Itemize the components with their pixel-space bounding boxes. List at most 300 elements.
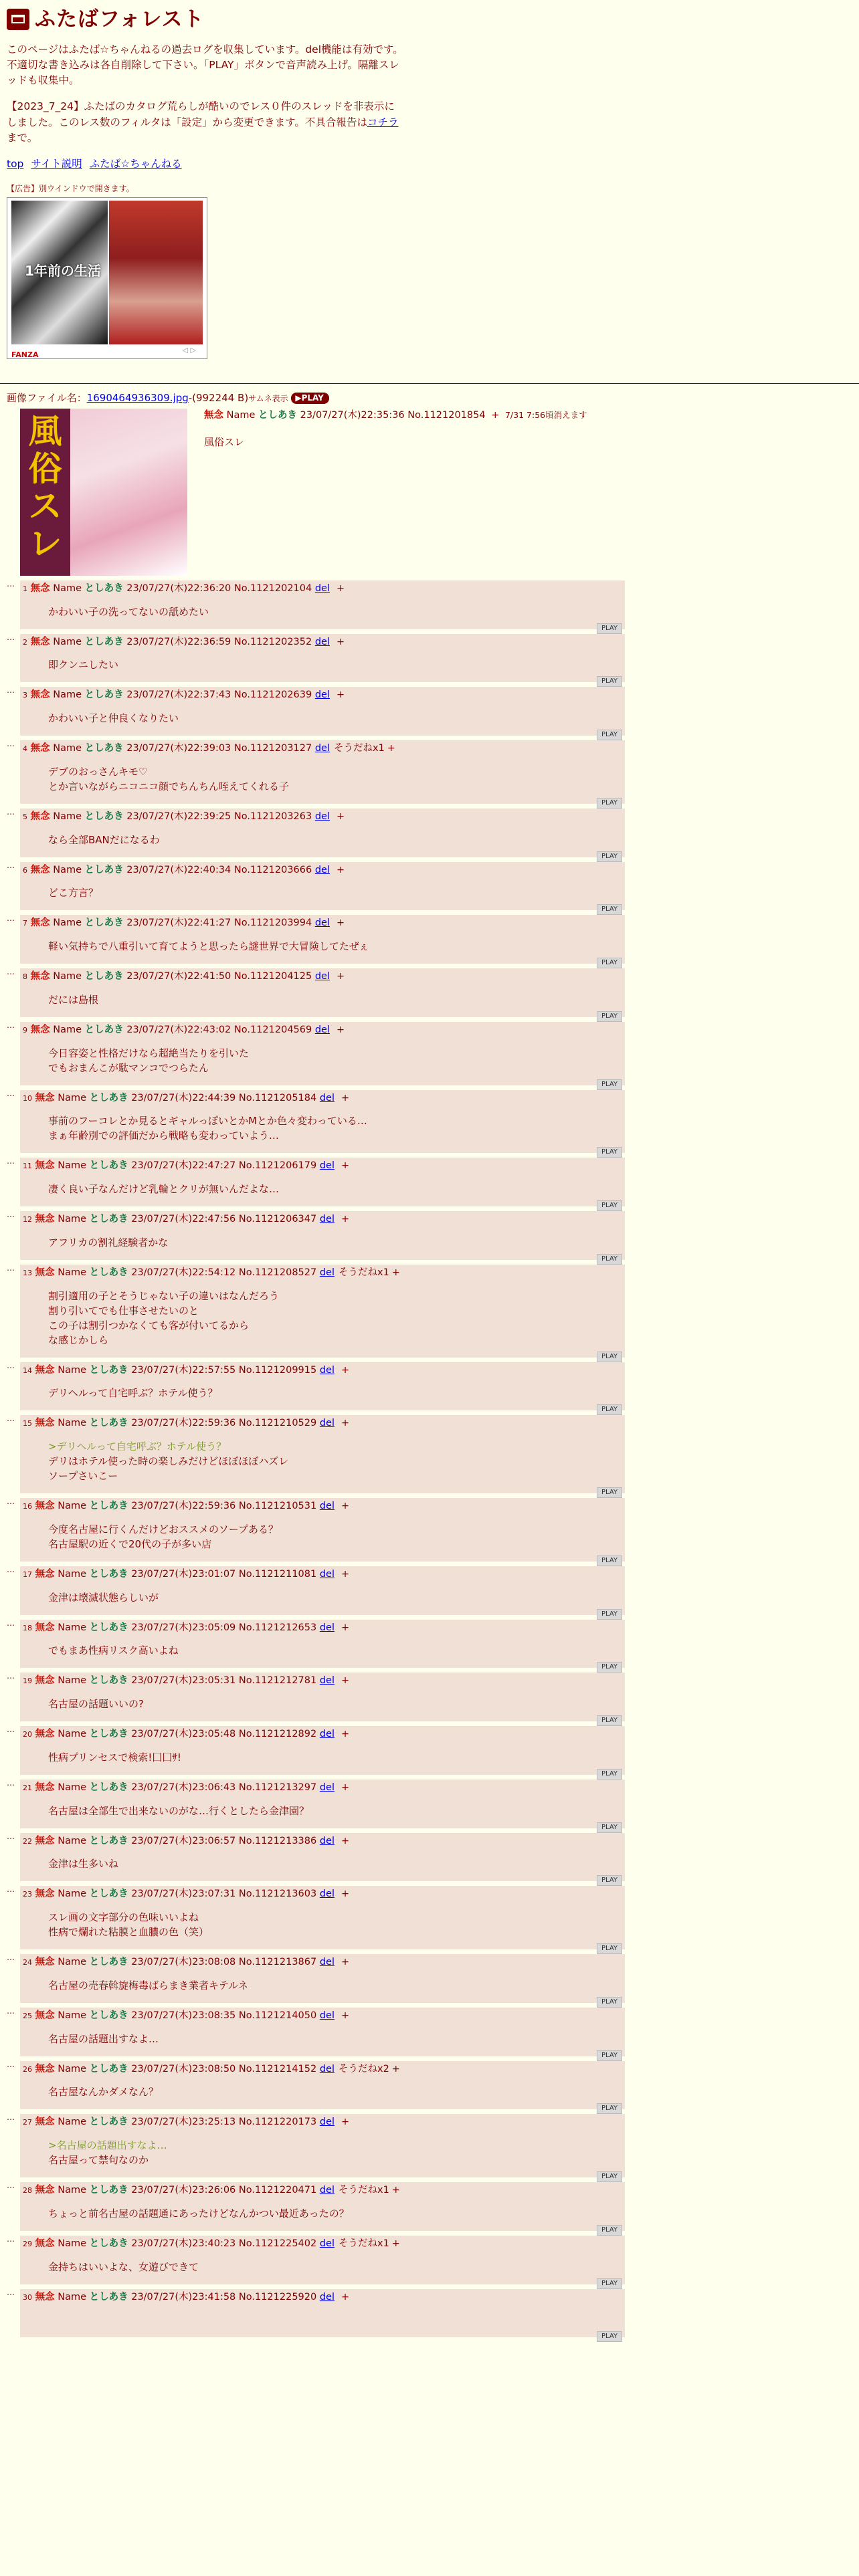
reply-play-row xyxy=(23,1348,622,1358)
reply-index: 11 xyxy=(23,1162,32,1171)
reply-name: としあき xyxy=(89,1160,128,1172)
reply-item xyxy=(7,1090,852,1154)
reply-dots: … xyxy=(7,1156,15,1166)
reply-index: 5 xyxy=(23,812,27,821)
reply-plus-button[interactable]: + xyxy=(341,2010,350,2021)
reply-name: としあき xyxy=(89,1675,128,1687)
reply-name: としあき xyxy=(89,1501,128,1511)
reply-plus-button[interactable]: + xyxy=(336,689,345,701)
reply-dots: … xyxy=(7,967,15,976)
reply-dots: … xyxy=(7,1831,15,1841)
op-thumbnail[interactable] xyxy=(20,409,187,576)
reply-number[interactable]: No.1121213867 xyxy=(238,1957,317,1967)
reply-plus-button[interactable]: + xyxy=(391,1267,400,1278)
del-link[interactable]: del xyxy=(319,1092,335,1103)
reply-number[interactable]: No.1121210529 xyxy=(238,1418,317,1429)
reply-play-button[interactable]: PLAY xyxy=(597,1769,622,1780)
reply-number[interactable]: No.1121205184 xyxy=(238,1092,317,1103)
reply xyxy=(20,580,625,632)
reply-item xyxy=(7,860,852,914)
reply-subject: 無念 xyxy=(35,1782,55,1793)
reply-dots: … xyxy=(7,1725,15,1734)
site-logo-icon[interactable] xyxy=(7,9,29,30)
reply-number[interactable]: No.1121203994 xyxy=(233,918,312,929)
reply-name: としあき xyxy=(89,1418,128,1429)
del-link[interactable]: del xyxy=(319,1782,335,1793)
reply-play-button[interactable]: PLAY xyxy=(597,1555,622,1566)
reply-item xyxy=(7,687,852,736)
reply-body xyxy=(48,1856,622,1871)
reply-header xyxy=(23,742,622,756)
reply-number[interactable]: No.1121202104 xyxy=(233,582,312,594)
reply-play-button[interactable]: PLAY xyxy=(597,1147,622,1158)
reply-plus-button[interactable]: + xyxy=(341,1729,350,1739)
reply-subject: 無念 xyxy=(35,2291,55,2302)
reply-play-button[interactable]: PLAY xyxy=(597,1079,622,1090)
reply-line: 名古屋は全部生で出来ないのがな…行くとしたら金津園？ xyxy=(48,1804,310,1817)
reply-number[interactable]: No.1121214152 xyxy=(238,2063,317,2074)
ad-image-text: 1年前の生活 xyxy=(25,263,101,280)
reply-plus-button[interactable]: + xyxy=(336,918,345,929)
reply-number[interactable]: No.1121211081 xyxy=(238,1568,317,1580)
reply-dots: … xyxy=(7,1953,15,1962)
reply-number[interactable]: No.1121220471 xyxy=(238,2185,317,2195)
reply-number[interactable]: No.1121203127 xyxy=(233,743,312,754)
reply-dots: … xyxy=(7,1497,15,1506)
reply-play-row xyxy=(23,1196,622,1209)
reply-dots: … xyxy=(7,685,15,695)
reply-body xyxy=(48,1804,622,1818)
nav-about-link[interactable]: サイト説明 xyxy=(31,158,82,170)
reply-header xyxy=(23,1781,622,1796)
reply-plus-button[interactable]: + xyxy=(387,743,395,754)
op-text: 風俗スレ xyxy=(204,435,245,448)
reply-line: でもまあ性病リスク高いよね xyxy=(48,1644,179,1657)
reply-number[interactable]: No.1121214050 xyxy=(238,2010,317,2021)
reply-header xyxy=(23,635,622,650)
del-link[interactable]: del xyxy=(319,1729,335,1739)
del-link[interactable]: del xyxy=(319,1364,335,1376)
reply xyxy=(20,1498,625,1562)
reply-play-button[interactable]: PLAY xyxy=(597,1662,622,1673)
reply-name-label: Name xyxy=(53,689,82,701)
del-link[interactable]: del xyxy=(319,1889,335,1900)
reply-name-label: Name xyxy=(58,2185,86,2195)
reply-subject: 無念 xyxy=(35,1675,55,1687)
reply-plus-button[interactable]: + xyxy=(341,1092,350,1103)
report-link[interactable]: コチラ xyxy=(367,116,399,128)
reply-item xyxy=(7,2113,852,2180)
reply-number[interactable]: No.1121212781 xyxy=(238,1675,317,1687)
reply-plus-button[interactable]: + xyxy=(336,582,345,594)
reply-name-label: Name xyxy=(58,1501,86,1511)
reply xyxy=(20,2289,625,2341)
reply-name: としあき xyxy=(89,1214,128,1224)
reply-item xyxy=(7,2181,852,2234)
reply-plus-button[interactable]: + xyxy=(336,1024,345,1035)
reply-plus-button[interactable]: + xyxy=(341,1501,350,1511)
reply-name-label: Name xyxy=(58,2010,86,2021)
reply-name: としあき xyxy=(89,2185,128,2195)
reply-number[interactable]: No.1121213297 xyxy=(238,1782,317,1793)
reply-plus-button[interactable]: + xyxy=(341,1675,350,1687)
reply-dots: … xyxy=(7,1885,15,1895)
reply-datetime: 23/07/27(木)22:43:02 xyxy=(126,1024,231,1035)
reply-name: としあき xyxy=(89,1092,128,1103)
reply-item xyxy=(7,578,852,632)
reply-plus-button[interactable]: + xyxy=(341,2117,350,2128)
reply-header xyxy=(23,1887,622,1902)
reply-datetime: 23/07/27(木)22:39:25 xyxy=(126,811,231,822)
reply-plus-button[interactable]: + xyxy=(341,1889,350,1900)
reply-name: としあき xyxy=(89,1729,128,1739)
reply-item xyxy=(7,915,852,964)
reply-play-button[interactable]: PLAY xyxy=(597,730,622,740)
reply-header xyxy=(23,2290,622,2305)
site-header xyxy=(7,4,852,35)
reply-name: としあき xyxy=(89,2291,128,2302)
reply-header xyxy=(23,810,622,825)
reply-play-button[interactable]: PLAY xyxy=(597,1404,622,1415)
reply-name: としあき xyxy=(89,1622,128,1633)
reply-header xyxy=(23,970,622,984)
reply-item xyxy=(7,1885,852,1952)
reply-header xyxy=(23,1955,622,1970)
reply-list xyxy=(7,578,852,2341)
reply xyxy=(20,2114,625,2180)
ad-pager-icon[interactable]: ◁ ▷ xyxy=(182,345,196,354)
reply-number[interactable]: No.1121206179 xyxy=(238,1160,317,1172)
reply-body xyxy=(48,1643,622,1658)
reply-line: 金津は生多いね xyxy=(48,1858,119,1870)
reply-name-label: Name xyxy=(58,1214,86,1224)
reply-play-button[interactable]: PLAY xyxy=(597,2331,622,2342)
reply-item xyxy=(7,2006,852,2059)
reply-header xyxy=(23,1621,622,1636)
reply-body xyxy=(48,711,622,726)
reply-play-button[interactable]: PLAY xyxy=(597,2050,622,2061)
reply-play-button[interactable]: PLAY xyxy=(597,1200,622,1211)
reply-play-row xyxy=(23,900,622,914)
del-link[interactable]: del xyxy=(314,689,330,701)
reply-play-row xyxy=(23,2274,622,2287)
reply-number[interactable]: No.1121209915 xyxy=(238,1364,317,1376)
reply-play-button[interactable]: PLAY xyxy=(597,2225,622,2236)
reply xyxy=(20,2008,625,2059)
reply-header xyxy=(23,1727,622,1742)
reply-number[interactable]: No.1121208527 xyxy=(238,1267,317,1278)
reply-number[interactable]: No.1121204569 xyxy=(233,1024,312,1035)
reply-play-row xyxy=(23,1993,622,2006)
reply-dots: … xyxy=(7,739,15,748)
del-link[interactable]: del xyxy=(319,2063,335,2074)
reply-name-label: Name xyxy=(58,1160,86,1172)
reply-plus-button[interactable]: + xyxy=(391,2063,400,2074)
del-link[interactable]: del xyxy=(319,1501,335,1511)
reply-datetime: 23/07/27(木)22:57:55 xyxy=(131,1364,236,1376)
file-link[interactable]: 1690464936309.jpg xyxy=(86,392,189,405)
del-link[interactable]: del xyxy=(319,2010,335,2021)
del-link[interactable]: del xyxy=(319,1675,335,1687)
reply xyxy=(20,1158,625,1209)
reply-play-button[interactable]: PLAY xyxy=(597,2278,622,2289)
reply-number[interactable]: No.1121225402 xyxy=(238,2238,317,2249)
nav-futaba-link[interactable]: ふたば☆ちゃんねる xyxy=(89,158,182,170)
reply xyxy=(20,1673,625,1724)
reply-play-row xyxy=(23,1871,622,1885)
reply-plus-button[interactable]: + xyxy=(341,1782,350,1793)
reply-number[interactable]: No.1121203263 xyxy=(233,811,312,822)
reply-play-button[interactable]: PLAY xyxy=(597,1875,622,1886)
reply-plus-button[interactable]: + xyxy=(341,1214,350,1224)
reply-play-button[interactable]: PLAY xyxy=(597,798,622,809)
reply-play-row xyxy=(23,1605,622,1618)
reply-number[interactable]: No.1121210531 xyxy=(238,1501,317,1511)
sodane-button[interactable]: そうだねx1 xyxy=(338,1267,389,1278)
reply-item xyxy=(7,1620,852,1669)
reply-line: 割引適用の子とそうじゃない子の違いはなんだろう xyxy=(48,1289,280,1302)
reply-datetime: 23/07/27(木)23:41:58 xyxy=(131,2291,236,2302)
reply-play-button[interactable]: PLAY xyxy=(597,2103,622,2114)
reply-line: 金津は壊滅状態らしいが xyxy=(48,1591,159,1604)
reply-play-button[interactable]: PLAY xyxy=(597,1715,622,1726)
reply-plus-button[interactable]: + xyxy=(341,2291,350,2302)
reply-datetime: 23/07/27(木)23:25:13 xyxy=(131,2117,236,2128)
del-link[interactable]: del xyxy=(314,864,330,875)
reply-plus-button[interactable]: + xyxy=(341,1835,350,1846)
reply-datetime: 23/07/27(木)23:06:57 xyxy=(131,1835,236,1846)
reply-number[interactable]: No.1121212653 xyxy=(238,1622,317,1633)
reply-dots: … xyxy=(7,2059,15,2069)
reply-datetime: 23/07/27(木)22:47:56 xyxy=(131,1214,236,1224)
reply-line: 今度名古屋に行くんだけどおススメのソープある？ xyxy=(48,1523,278,1535)
reply-plus-button[interactable]: + xyxy=(336,636,345,647)
reply-subject: 無念 xyxy=(30,689,50,701)
reply-play-button[interactable]: PLAY xyxy=(597,676,622,687)
reply-name: としあき xyxy=(84,918,124,929)
del-link[interactable]: del xyxy=(314,582,330,594)
reply-item xyxy=(7,1265,852,1358)
reply-play-button[interactable]: PLAY xyxy=(597,1254,622,1265)
reply xyxy=(20,740,625,807)
reply-name-label: Name xyxy=(58,1729,86,1739)
reply-play-row xyxy=(23,1250,622,1263)
op-subject: 無念 xyxy=(204,409,223,421)
reply-plus-button[interactable]: + xyxy=(391,2238,400,2249)
del-link[interactable]: del xyxy=(319,1418,335,1429)
reply-index: 20 xyxy=(23,1730,32,1739)
reply-number[interactable]: No.1121225920 xyxy=(238,2291,317,2302)
reply-play-button[interactable]: PLAY xyxy=(597,1011,622,1022)
del-link[interactable]: del xyxy=(319,2117,335,2128)
reply xyxy=(20,1211,625,1263)
reply-index: 19 xyxy=(23,1677,32,1686)
del-link[interactable]: del xyxy=(319,1160,335,1172)
reply-play-row xyxy=(23,1939,622,1952)
file-size: -(992244 B) xyxy=(188,392,249,405)
reply-subject: 無念 xyxy=(35,2063,55,2074)
sodane-button[interactable]: そうだねx1 xyxy=(333,743,385,754)
reply-subject: 無念 xyxy=(35,1092,55,1103)
reply-line: 即クンニしたい xyxy=(48,659,119,671)
intro xyxy=(7,42,852,146)
reply-line: 割り引いてでも仕事させたいのと xyxy=(48,1304,199,1317)
reply xyxy=(20,2236,625,2287)
sodane-button[interactable]: そうだねx2 xyxy=(338,2063,389,2074)
reply-name-label: Name xyxy=(58,2117,86,2128)
reply-play-button[interactable]: PLAY xyxy=(597,1997,622,2008)
reply-play-button[interactable]: PLAY xyxy=(597,1822,622,1833)
reply-name: としあき xyxy=(89,1267,128,1278)
reply-item xyxy=(7,739,852,807)
reply-play-button[interactable]: PLAY xyxy=(597,1609,622,1620)
reply-play-button[interactable]: PLAY xyxy=(597,623,622,634)
reply-header xyxy=(23,863,622,878)
reply-number[interactable]: No.1121204125 xyxy=(233,971,312,982)
reply-name-label: Name xyxy=(58,2063,86,2074)
reply-dots: … xyxy=(7,1414,15,1424)
reply xyxy=(20,634,625,683)
reply-name-label: Name xyxy=(58,2238,86,2249)
del-link[interactable]: del xyxy=(319,1214,335,1224)
del-link[interactable]: del xyxy=(319,1835,335,1846)
op-play-button[interactable]: ▶PLAY xyxy=(291,393,329,404)
reply-item xyxy=(7,1156,852,1209)
intro-text-2 xyxy=(7,99,405,146)
reply-plus-button[interactable]: + xyxy=(341,1568,350,1580)
del-link[interactable]: del xyxy=(319,2238,335,2249)
reply-index: 21 xyxy=(23,1783,32,1792)
op-thumbnail-sign: 風俗スレ xyxy=(20,409,70,576)
reply-play-row xyxy=(23,2167,622,2180)
del-link[interactable]: del xyxy=(314,636,330,647)
reply-number[interactable]: No.1121202352 xyxy=(233,636,312,647)
reply-play-button[interactable]: PLAY xyxy=(597,904,622,915)
ad-image-right[interactable] xyxy=(109,201,203,344)
op-plus-button[interactable]: + xyxy=(491,409,500,421)
reply-datetime: 23/07/27(木)22:37:43 xyxy=(126,689,231,701)
del-link[interactable]: del xyxy=(314,811,330,822)
reply-dots: … xyxy=(7,807,15,817)
reply-plus-button[interactable]: + xyxy=(341,1364,350,1376)
reply-name-label: Name xyxy=(58,1835,86,1846)
reply xyxy=(20,1620,625,1669)
reply-name: としあき xyxy=(89,1568,128,1580)
reply-subject: 無念 xyxy=(30,811,50,822)
reply-plus-button[interactable]: + xyxy=(341,1160,350,1172)
reply-play-button[interactable]: PLAY xyxy=(597,958,622,968)
reply-dots: … xyxy=(7,2234,15,2244)
reply-dots: … xyxy=(7,1671,15,1681)
del-link[interactable]: del xyxy=(314,918,330,929)
ad-banner[interactable] xyxy=(7,197,207,359)
reply-datetime: 23/07/27(木)23:05:31 xyxy=(131,1675,236,1687)
reply-play-button[interactable]: PLAY xyxy=(597,1943,622,1954)
op-number[interactable]: No.1121201854 xyxy=(407,409,486,421)
reply xyxy=(20,809,625,860)
del-link[interactable]: del xyxy=(314,743,330,754)
reply-dots: … xyxy=(7,1020,15,1030)
del-link[interactable]: del xyxy=(319,2185,335,2195)
reply-datetime: 23/07/27(木)22:36:20 xyxy=(126,582,231,594)
reply xyxy=(20,1954,625,2006)
reply-item xyxy=(7,1725,852,1778)
del-link[interactable]: del xyxy=(319,1267,335,1278)
reply-play-row xyxy=(23,794,622,807)
reply-line: 名古屋って禁句なのか xyxy=(48,2154,149,2166)
del-link[interactable]: del xyxy=(319,2291,335,2302)
reply-plus-button[interactable]: + xyxy=(336,864,345,875)
reply-play-button[interactable]: PLAY xyxy=(597,1487,622,1498)
del-link[interactable]: del xyxy=(319,1622,335,1633)
reply-play-row xyxy=(23,954,622,964)
reply-plus-button[interactable]: + xyxy=(336,971,345,982)
del-link[interactable]: del xyxy=(319,1568,335,1580)
reply-name: としあき xyxy=(84,1024,124,1035)
reply-body xyxy=(48,833,622,847)
reply-number[interactable]: No.1121213603 xyxy=(238,1889,317,1900)
reply-item xyxy=(7,2287,852,2341)
reply-line: でもおまんこが駄マンコでつらたん xyxy=(48,1061,209,1074)
reply-number[interactable]: No.1121206347 xyxy=(238,1214,317,1224)
reply-number[interactable]: No.1121220173 xyxy=(238,2117,317,2128)
reply-number[interactable]: No.1121213386 xyxy=(238,1835,317,1846)
reply-name-label: Name xyxy=(58,2291,86,2302)
reply-play-button[interactable]: PLAY xyxy=(597,1352,622,1362)
reply-datetime: 23/07/27(木)22:40:34 xyxy=(126,864,231,875)
sodane-button[interactable]: そうだねx1 xyxy=(338,2238,389,2249)
reply-play-button[interactable]: PLAY xyxy=(597,851,622,862)
reply-plus-button[interactable]: + xyxy=(391,2185,400,2195)
reply-plus-button[interactable]: + xyxy=(336,811,345,822)
reply-plus-button[interactable]: + xyxy=(341,1957,350,1967)
reply-name: としあき xyxy=(89,2117,128,2128)
reply-item xyxy=(7,2059,852,2113)
reply-body xyxy=(48,1978,622,1993)
reply-line: な感じかしら xyxy=(48,1333,109,1346)
reply-index: 7 xyxy=(23,919,27,928)
nav-top-link[interactable]: top xyxy=(7,158,24,170)
reply-number[interactable]: No.1121202639 xyxy=(233,689,312,701)
reply-body xyxy=(48,1750,622,1765)
reply-plus-button[interactable]: + xyxy=(341,1622,350,1633)
del-link[interactable]: del xyxy=(314,971,330,982)
reply-index: 24 xyxy=(23,1958,32,1967)
del-link[interactable]: del xyxy=(314,1024,330,1035)
ad-image-left[interactable] xyxy=(11,201,108,344)
reply-header xyxy=(23,2062,622,2077)
reply-header xyxy=(23,916,622,931)
reply-name-label: Name xyxy=(58,1957,86,1967)
reply-plus-button[interactable]: + xyxy=(341,1418,350,1429)
reply-name: としあき xyxy=(89,2010,128,2021)
reply-play-button[interactable]: PLAY xyxy=(597,2171,622,2182)
reply-name-label: Name xyxy=(58,1675,86,1687)
reply-number[interactable]: No.1121212892 xyxy=(238,1729,317,1739)
op-name-label: Name xyxy=(226,409,256,421)
reply-index: 17 xyxy=(23,1570,32,1579)
sodane-button[interactable]: そうだねx1 xyxy=(338,2185,389,2195)
thumb-note: サムネ表示 xyxy=(248,394,288,404)
reply-name-label: Name xyxy=(58,1092,86,1103)
site-title: ふたばフォレスト xyxy=(35,7,205,31)
reply-number[interactable]: No.1121203666 xyxy=(233,864,312,875)
reply-name: としあき xyxy=(84,582,124,594)
reply-line: 軽い気持ちで八重引いて育てようと思ったら謎世界で大冒険してたぜぇ xyxy=(48,940,369,952)
reply xyxy=(20,1090,625,1154)
del-link[interactable]: del xyxy=(319,1957,335,1967)
reply-line: 性病プリンセスで検索!囗囗ｻ! xyxy=(48,1751,181,1763)
